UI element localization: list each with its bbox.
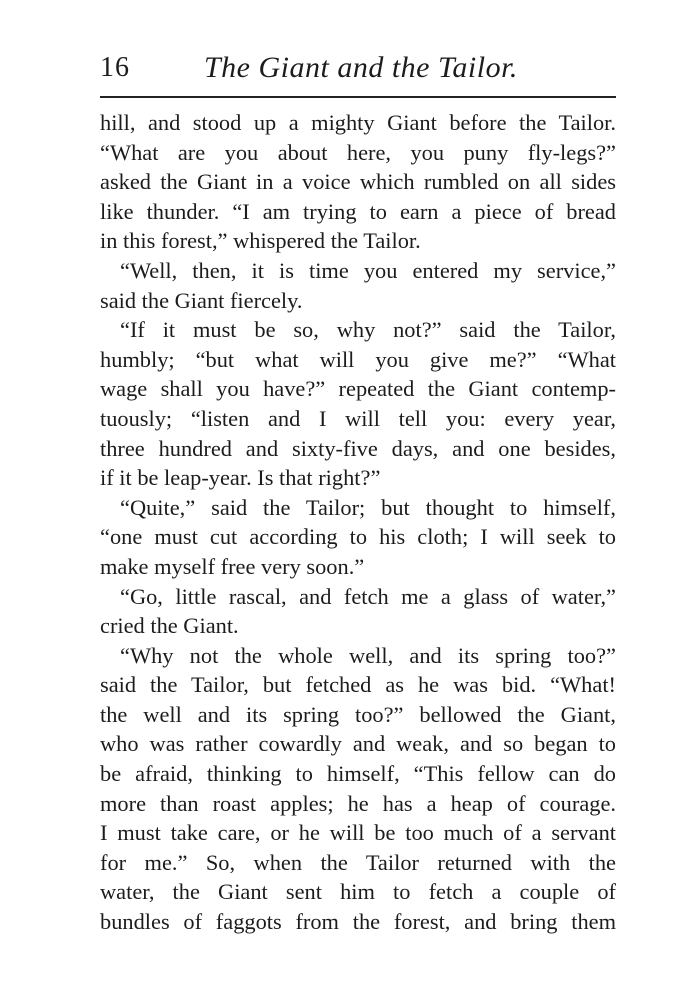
text-line: said the Tailor, but fetched as he was bid. “What! <box>100 672 616 698</box>
text-line: said the Giant fiercely. <box>100 287 303 313</box>
body-text <box>100 108 616 937</box>
text-line: more than roast apples; he has a heap of courage. <box>100 790 616 816</box>
text-line: tuously; “listen and I will tell you: every year, <box>100 405 616 431</box>
text-line: bundles of faggots from the forest, and bring them <box>100 909 616 935</box>
text-line: in this forest,” whispered the Tailor. <box>100 228 421 254</box>
header-rule <box>100 96 616 98</box>
text-line: cried the Giant. <box>100 613 239 639</box>
text-line: if it be leap-year. Is that right?” <box>100 465 381 491</box>
text-line: water, the Giant sent him to fetch a couple of <box>100 879 616 905</box>
running-title: The Giant and the Tailor. <box>204 51 518 84</box>
text-line: “Go, little rascal, and fetch me a glass of water,” <box>120 583 616 609</box>
text-line: “Quite,” said the Tailor; but thought to himself, <box>120 494 616 520</box>
text-line: be afraid, thinking to himself, “This fellow can do <box>100 761 616 787</box>
text-line: “one must cut according to his cloth; I will seek to <box>100 524 616 550</box>
text-line: “Why not the whole well, and its spring too?” <box>120 642 616 668</box>
text-line: the well and its spring too?” bellowed the Giant, <box>100 701 616 727</box>
page-header <box>100 50 616 88</box>
text-line: three hundred and sixty-five days, and one besides, <box>100 435 616 461</box>
text-line: humbly; “but what will you give me?” “What <box>100 346 616 372</box>
text-line: I must take care, or he will be too much of a servant <box>100 820 616 846</box>
text-line: wage shall you have?” repeated the Giant contemp- <box>100 376 616 402</box>
text-line: “What are you about here, you puny fly-legs?” <box>100 139 616 165</box>
text-line: for me.” So, when the Tailor returned with the <box>100 849 616 875</box>
text-line: like thunder. “I am trying to earn a piece of bread <box>100 198 616 224</box>
text-line: hill, and stood up a mighty Giant before the Tailor. <box>100 110 616 135</box>
text-line: who was rather cowardly and weak, and so began to <box>100 731 616 757</box>
text-line: make myself free very soon.” <box>100 553 365 579</box>
text-line: “If it must be so, why not?” said the Tailor, <box>120 317 616 343</box>
text-line: asked the Giant in a voice which rumbled on all sides <box>100 169 616 195</box>
page-number: 16 <box>100 52 130 83</box>
text-line: “Well, then, it is time you entered my service,” <box>120 257 616 283</box>
